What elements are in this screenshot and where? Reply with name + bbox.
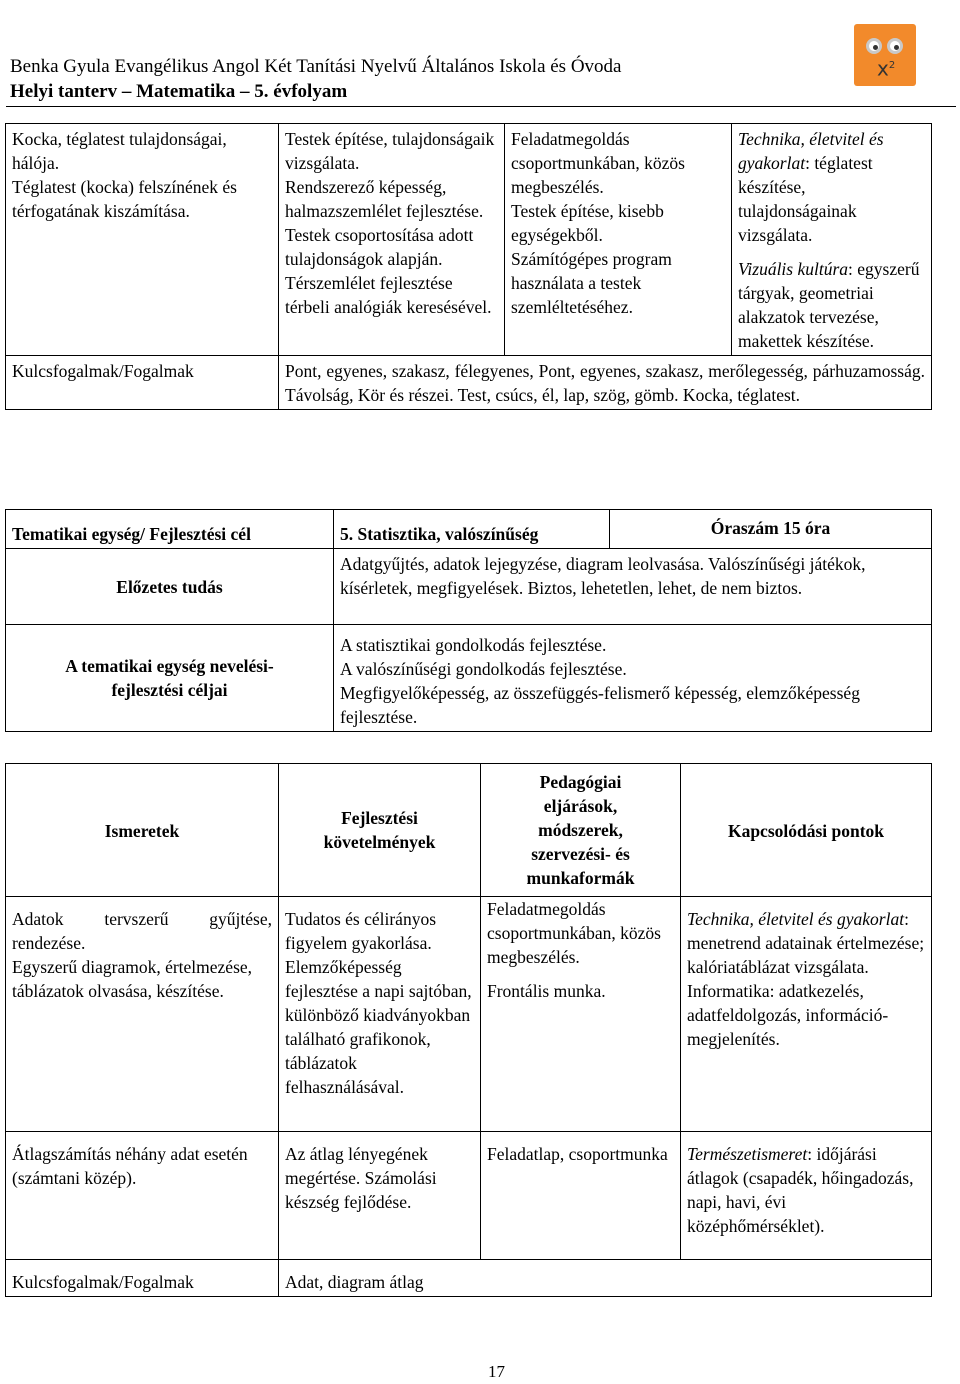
requirement-text: Tudatos és célirányos figyelem gyakorlása. xyxy=(285,909,437,953)
requirement-text: Testek csoportosítása adott tulajdonságok alapján. xyxy=(285,225,474,269)
goal-text: Megfigyelőképesség, az összefüggés-felismerő képesség, elemzőképesség fejlesztése. xyxy=(340,683,860,727)
table-row xyxy=(6,897,932,1132)
table-row xyxy=(6,1132,932,1260)
connections-cell xyxy=(681,1132,932,1260)
knowledge-text: Adatok tervszerű gyűjtése, rendezése. xyxy=(12,909,272,953)
owl-logo-icon xyxy=(854,24,916,86)
unit-overview-table xyxy=(5,509,932,732)
connection-text xyxy=(687,907,925,979)
subject-name: Technika, életvitel és gyakorlat xyxy=(687,909,905,929)
keywords-label: Kulcsfogalmak/Fogalmak xyxy=(6,1260,279,1297)
knowledge-cell xyxy=(6,897,279,1132)
page-number: 17 xyxy=(488,1362,505,1381)
statistics-table xyxy=(5,763,932,1297)
method-text: Feladatmegoldás csoportmunkában, közös megbeszélés. xyxy=(511,129,685,197)
hours-label: Óraszám 15 óra xyxy=(610,510,932,549)
knowledge-cell: Átlagszámítás néhány adat esetén (számtani közép). xyxy=(6,1132,279,1260)
subject-name: Természetismeret xyxy=(687,1144,808,1164)
connection-text xyxy=(738,257,925,353)
method-text: Testek építése, kisebb egységekből. xyxy=(511,201,664,245)
table-row xyxy=(6,510,932,549)
connection-text xyxy=(738,127,925,247)
goal-text: A valószínűségi gondolkodás fejlesztése. xyxy=(340,659,627,679)
methods-cell: Feladatlap, csoportmunka xyxy=(481,1132,681,1260)
goals-cell xyxy=(334,625,932,732)
knowledge-text: Kocka, téglatest tulajdonságai, hálója. xyxy=(12,129,227,173)
logo-x: x xyxy=(877,56,889,81)
requirements-cell xyxy=(279,897,481,1132)
connection-detail: : időjárási átlagok (csapadék, hőingadozás, napi, havi, évi középhőmérséklet). xyxy=(687,1144,914,1236)
connection-detail: : egyszerű tárgyak, geometriai alakzatok tervezése, makettek készítése. xyxy=(738,259,920,351)
geometry-table xyxy=(5,123,932,410)
prior-knowledge-text: Adatgyűjtés, adatok lejegyzése, diagram leolvasása. Valószínűségi játékok, kísérletek, megfigyelések. Biztos, lehetetlen, lehet, de nem biztos. xyxy=(334,549,932,625)
keywords-text: Pont, egyenes, szakasz, félegyenes, Pont, egyenes, szakasz, merőlegesség, párhuzamosság. Távolság, Kör és részei. Test, csúcs, él, lap, szög, gömb. Kocka, téglatest. xyxy=(279,356,932,410)
unit-label: Tematikai egység/ Fejlesztési cél xyxy=(6,510,334,549)
connections-cell xyxy=(732,124,932,356)
table-row xyxy=(6,625,932,732)
keywords-row xyxy=(6,1260,932,1297)
table-row xyxy=(6,549,932,625)
requirements-cell xyxy=(279,124,505,356)
knowledge-text: Egyszerű diagramok, értelmezése, táblázatok olvasása, készítése. xyxy=(12,957,253,1001)
table-row xyxy=(6,124,932,356)
keywords-text: Adat, diagram átlag xyxy=(279,1260,932,1297)
keywords-label: Kulcsfogalmak/Fogalmak xyxy=(6,356,279,410)
requirement-text: Elemzőképesség fejlesztése a napi sajtóban, különböző kiadványokban található grafikonok, táblázatok felhasználásával. xyxy=(285,957,472,1097)
keywords-row xyxy=(6,356,932,410)
owl-eye-icon xyxy=(887,38,903,54)
prior-knowledge-label: Előzetes tudás xyxy=(6,549,334,625)
requirement-text: Térszemlélet fejlesztése térbeli analógiák keresésével. xyxy=(285,273,492,317)
header-knowledge: Ismeretek xyxy=(6,764,279,897)
method-text: Frontális munka. xyxy=(487,981,606,1001)
method-text: Feladatmegoldás csoportmunkában, közös megbeszélés. xyxy=(487,899,661,967)
method-text: Számítógépes program használata a testek szemléltetéséhez. xyxy=(511,249,672,317)
knowledge-text: Téglatest (kocka) felszínének és térfogatának kiszámítása. xyxy=(12,177,237,221)
knowledge-cell xyxy=(6,124,279,356)
owl-eye-icon xyxy=(866,38,882,54)
unit-title: 5. Statisztika, valószínűség xyxy=(334,510,610,549)
connection-text: Informatika: adatkezelés, adatfeldolgozás, információ-megjelenítés. xyxy=(687,981,889,1049)
subject-name: Technika, életvitel és gyakorlat xyxy=(738,129,884,173)
goal-text: A statisztikai gondolkodás fejlesztése. xyxy=(340,635,607,655)
school-name: Benka Gyula Evangélikus Angol Két Tanítási Nyelvű Általános Iskola és Óvoda xyxy=(10,56,622,77)
header-requirements: Fejlesztési követelmények xyxy=(279,764,481,897)
header-methods: Pedagógiai eljárások, módszerek, szervezési- és munkaformák xyxy=(481,764,681,897)
header-connections: Kapcsolódási pontok xyxy=(681,764,932,897)
goals-label: A tematikai egység nevelési-fejlesztési céljai xyxy=(6,625,334,732)
connection-detail: : menetrend adatainak értelmezése; kalóriatáblázat vizsgálata. xyxy=(687,909,925,977)
header-row xyxy=(6,764,932,897)
methods-cell xyxy=(505,124,732,356)
requirements-cell: Az átlag lényegének megértése. Számolási készség fejlődése. xyxy=(279,1132,481,1260)
header-divider xyxy=(6,106,956,107)
connection-detail: : téglatest készítése, tulajdonságainak vizsgálata. xyxy=(738,153,873,245)
methods-cell xyxy=(481,897,681,1132)
requirement-text: Testek építése, tulajdonságaik vizsgálata. xyxy=(285,129,495,173)
connections-cell xyxy=(681,897,932,1132)
logo-sup: 2 xyxy=(888,60,896,71)
subject-name: Vizuális kultúra xyxy=(738,259,849,279)
curriculum-title: Helyi tanterv – Matematika – 5. évfolyam xyxy=(10,81,348,102)
requirement-text: Rendszerező képesség, halmazszemlélet fejlesztése. xyxy=(285,177,484,221)
